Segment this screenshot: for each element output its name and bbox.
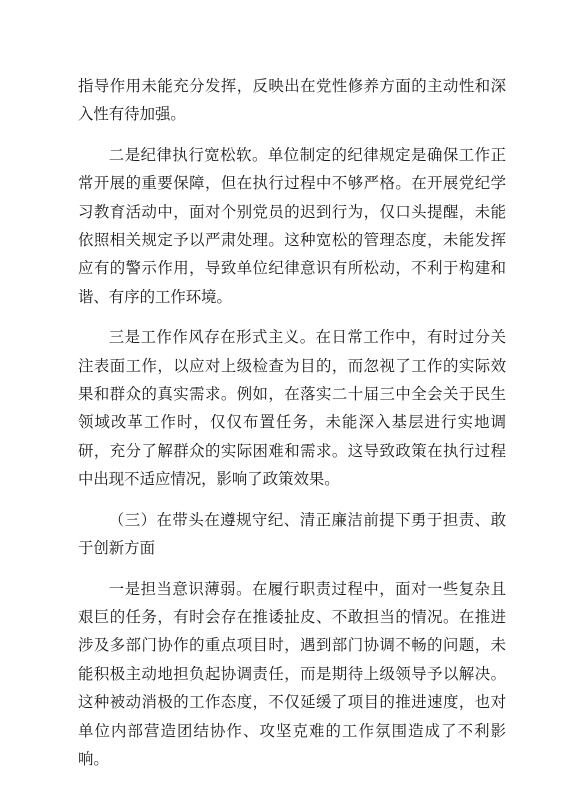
- document-body: [78, 72, 506, 785]
- section-heading: （三）在带头在遵规守纪、清正廉洁前提下勇于担责、敢于创新方面: [78, 510, 506, 558]
- paragraph-responsibility: 一是担当意识薄弱。在履行职责过程中，面对一些复杂且艰巨的任务，有时会存在推诿扯皮、不敢担当的情况。在推进涉及多部门协作的重点项目时，遇到部门协调不畅的问题，未能积极主动地担负起协调责任，而是期待上级领导予以解决。这种被动消极的工作态度，不仅延缓了项目的推进速度，也对单位内部营造团结协作、攻坚克难的工作氛围造成了不利影响。: [78, 579, 506, 768]
- paragraph-discipline: 二是纪律执行宽松软。单位制定的纪律规定是确保工作正常开展的重要保障，但在执行过程中不够严格。在开展党纪学习教育活动中，面对个别党员的迟到行为，仅口头提醒，未能依照相关规定予以严肃处理。这种宽松的管理态度，未能发挥应有的警示作用，导致单位纪律意识有所松动，不利于构建和谐、有序的工作环境。: [78, 145, 506, 306]
- paragraph-formalism: 三是工作作风存在形式主义。在日常工作中，有时过分关注表面工作，以应对上级检查为目的，而忽视了工作的实际效果和群众的真实需求。例如，在落实二十届三中全会关于民生领域改革工作时，仅仅布置任务，未能深入基层进行实地调研，充分了解群众的实际困难和需求。这导致政策在执行过程中出现不适应情况，影响了政策效果。: [78, 328, 506, 489]
- paragraph-continued: 指导作用未能充分发挥，反映出在党性修养方面的主动性和深入性有待加强。: [78, 77, 506, 124]
